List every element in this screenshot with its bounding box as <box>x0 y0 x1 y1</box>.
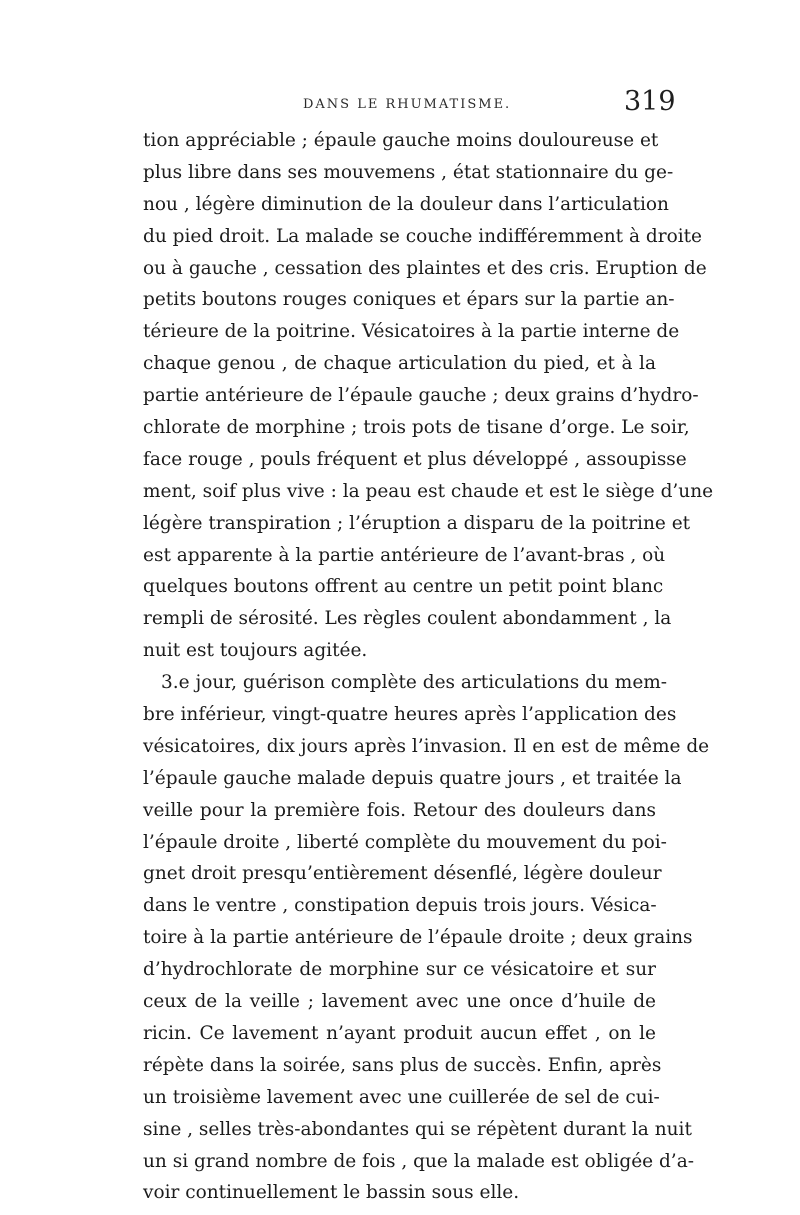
text-line-paragraph-start: 3.e jour, guérison complète des articulations du mem- <box>161 672 668 694</box>
text-line: ment, soif plus vive : la peau est chaude et est le siège d’une <box>143 480 714 502</box>
text-line: un troisième lavement avec une cuillerée de sel de cui- <box>143 1086 660 1108</box>
text-line: chlorate de morphine ; trois pots de tisane d’orge. Le soir, <box>143 417 690 439</box>
text-line: nou , légère diminution de la douleur dans l’articulation <box>143 193 669 215</box>
text-line: du pied droit. La malade se couche indifféremment à droite <box>143 225 703 247</box>
page-number: 319 <box>624 86 676 117</box>
text-line: d’hydrochlorate de morphine sur ce vésicatoire et sur <box>143 959 656 981</box>
text-line: dans le ventre , constipation depuis trois jours. Vésica- <box>143 895 657 917</box>
text-line: ceux de la veille ; lavement avec une once d’huile de <box>143 991 656 1013</box>
running-title: DANS LE RHUMATISME. <box>303 97 512 112</box>
text-line: plus libre dans ses mouvemens , état stationnaire du ge- <box>143 161 674 183</box>
text-line: gnet droit presqu’entièrement désenflé, légère douleur <box>143 863 662 885</box>
body-text <box>143 125 714 1209</box>
text-line-paragraph-end: voir continuellement le bassin sous elle. <box>143 1182 520 1204</box>
text-line: quelques boutons offrent au centre un petit point blanc <box>143 576 664 598</box>
text-line: l’épaule gauche malade depuis quatre jours , et traitée la <box>143 767 682 789</box>
text-line: ou à gauche , cessation des plaintes et des cris. Eruption de <box>143 257 707 279</box>
text-line: sine , selles très-abondantes qui se répètent durant la nuit <box>143 1118 692 1140</box>
text-line: répète dans la soirée, sans plus de succès. Enfin, après <box>143 1054 662 1076</box>
text-line: bre inférieur, vingt-quatre heures après l’application des <box>143 704 677 726</box>
text-line: petits boutons rouges coniques et épars sur la partie an- <box>143 289 675 311</box>
text-line-paragraph-end: nuit est toujours agitée. <box>143 640 368 662</box>
text-line: partie antérieure de l’épaule gauche ; deux grains d’hydro- <box>143 385 699 407</box>
text-line: veille pour la première fois. Retour des douleurs dans <box>143 799 656 821</box>
text-line: chaque genou , de chaque articulation du pied, et à la <box>143 353 656 375</box>
text-line: face rouge , pouls fréquent et plus développé , assoupisse <box>143 448 687 470</box>
text-line: toire à la partie antérieure de l’épaule droite ; deux grains <box>143 927 693 949</box>
text-line: l’épaule droite , liberté complète du mouvement du poi- <box>143 831 667 853</box>
text-line: rempli de sérosité. Les règles coulent abondamment , la <box>143 608 672 630</box>
text-line: ricin. Ce lavement n’ayant produit aucun effet , on le <box>143 1022 656 1044</box>
text-line: légère transpiration ; l’éruption a disparu de la poitrine et <box>143 512 691 534</box>
text-line: térieure de la poitrine. Vésicatoires à la partie interne de <box>143 321 680 343</box>
text-line: un si grand nombre de fois , que la malade est obligée d’a- <box>143 1150 694 1172</box>
text-line: vésicatoires, dix jours après l’invasion. Il en est de même de <box>143 735 710 757</box>
text-line: tion appréciable ; épaule gauche moins douloureuse et <box>143 130 659 151</box>
text-line: est apparente à la partie antérieure de l’avant-bras , où <box>143 544 666 566</box>
